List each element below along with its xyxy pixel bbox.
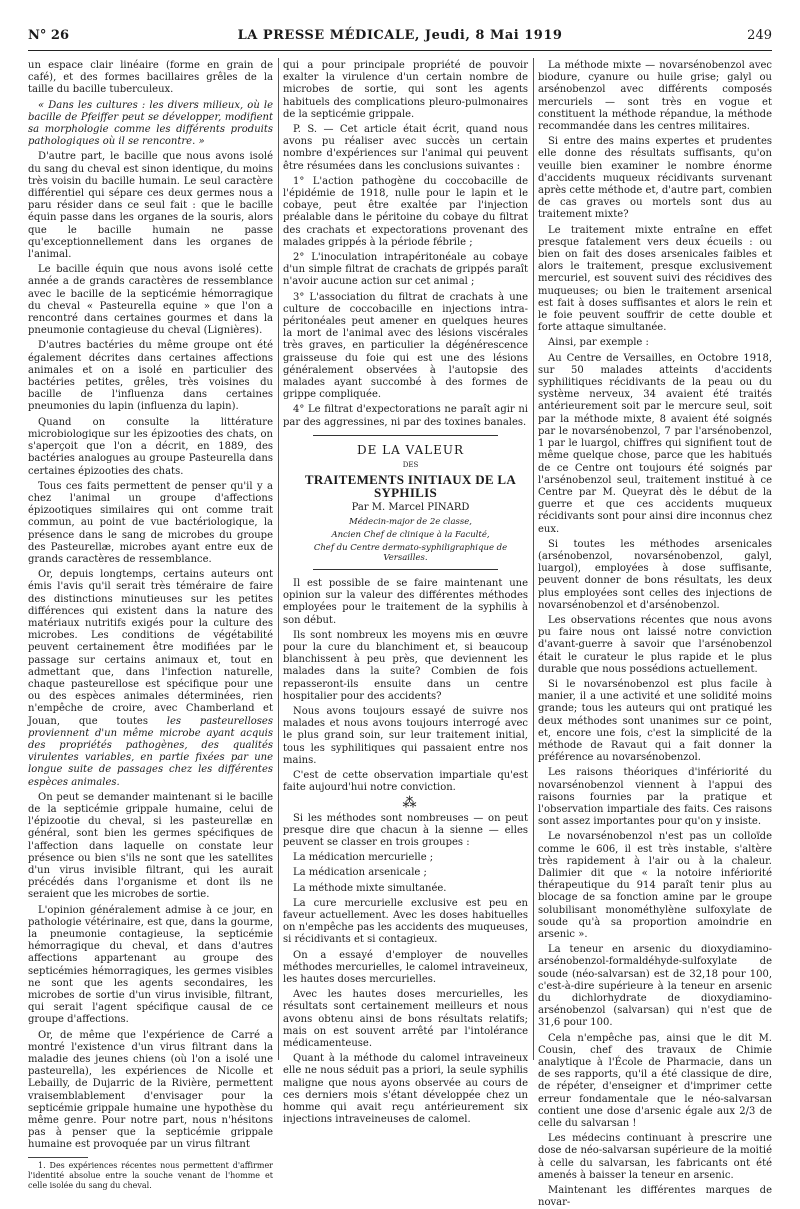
paragraph: Ainsi, par exemple : — [548, 337, 649, 349]
paragraph: La méthode mixte — novarsénobenzol avec biodure, cyanure ou huile grise; galyl ou arsénobenzol avec différents composés mercuriels — sont très en vogue et constituent la méthode répandue, la méthode recommandée dans les centres militaires. — [538, 60, 772, 133]
list-item: La méthode mixte simultanée. — [293, 882, 447, 894]
paragraph: La teneur en arsenic du dioxydiamino-arsénobenzol-formaldéhyde-sulfoxylate de soude (néo-salvarsan) est de 32,18 pour 100, c'est-à-dire supérieure à la teneur en arsenic du dichlorhydrate de dioxydiamino-arsénobenzol (salvarsan) qui n'est que de 31,6 pour 100. — [538, 944, 772, 1029]
column-divider — [533, 58, 534, 1060]
article-kicker: DE LA VALEUR — [356, 442, 465, 457]
paragraph: « Dans les cultures : les divers milieux, où le bacille de Pfeiffer peut se développer, modifient sa morphologie comme les différents produits pathologiques où il se rencontre. » — [28, 99, 273, 148]
paragraph: On a essayé d'employer de nouvelles méthodes mercurielles, le calomel intraveineux, les hautes doses mercurielles. — [283, 949, 528, 985]
paragraph: Si le novarsénobenzol est plus facile à manier, il a une activité et une solidité moins grande; tous les auteurs qui ont pratiqué les deux méthodes sont unanimes sur ce point, et, encore une fois, c'est la simplicité de la méthode de Ravaut qui a fait donner la préférence au novarsénobenzol. — [538, 678, 772, 764]
paragraph: Si les méthodes sont nombreuses — on peut presque dire que chacun à la sienne — elles peuvent se classer en trois groupes : — [283, 812, 528, 848]
paragraph: Tous ces faits permettent de penser qu'il y a chez l'animal un groupe d'affections épizootiques similaires qui ont comme trait commun, au point de vue bactériologique, la présence dans le sang de microbes du groupe des Pasteurellæ, microbes ayant entre eux de grands caractères de ressemblance. — [28, 480, 273, 565]
author-affiliation: Chef du Centre dermato-syphiligraphique de Versailles. — [313, 542, 508, 563]
paragraph: Les raisons théoriques d'infériorité du novarsénobenzol viennent à l'appui des raisons fournies par la pratique et l'observation impartiale des faits. Ces raisons sont assez importantes pour qu'on y insiste. — [538, 767, 772, 828]
paragraph: Quant à la méthode du calomel intraveineux elle ne nous séduit pas a priori, la seule syphilis maligne que nous ayons observée au cours de ces derniers mois s'étant développée chez un homme qui avait reçu antérieurement six injections intraveineuses de calomel. — [283, 1053, 528, 1126]
paragraph: 3° L'association du filtrat de crachats à une culture de coccobacille en injections intra-péritonéales peut amener en quelques heures la mort de l'animal avec des lésions viscérales très graves, en particulier la dégénérescence graisseuse du foie qui est une des lésions généralement observées à l'autopsie des malades ayant succombé à des formes de grippe compliquée. — [283, 291, 528, 401]
paragraph: D'autre part, le bacille que nous avons isolé du sang du cheval est sinon identique, du moins très voisin du bacille humain. Le seul caractère différentiel qui sépare ces deux germes nous a paru résider dans ce seul fait : que le bacille équin passe dans les organes de la souris, alors que le bacille humain ne passe qu'exceptionnellement dans les organes de l'animal. — [28, 151, 273, 261]
column-3 — [538, 60, 772, 1209]
emphasis-run: les pasteurelloses proviennent d'un même microbe ayant acquis des propriétés pathogènes, des qualités virulentes variables, en partie fixées par une longue suite de passages chez les différentes espèces animales. — [28, 715, 273, 788]
paragraph: L'opinion généralement admise à ce jour, en pathologie vétérinaire, est que, dans la gourme, la pneumonie contagieuse, la septicémie hémorragique du cheval, et dans d'autres affections appartenant au groupe des septicémies hémorragiques, les germes visibles ne sont que les agents secondaires, les microbes de sortie d'un virus invisible, filtrant, qui serait l'agent spécifique causal de ce groupe d'affections. — [28, 904, 273, 1026]
column-divider — [278, 58, 279, 1060]
article-connector: DES — [402, 461, 419, 470]
column-2 — [283, 60, 528, 1126]
paragraph: On peut se demander maintenant si le bacille de la septicémie grippale humaine, celui de l'épizootie du cheval, si les pasteurellæ en général, sont bien les germes spécifiques de l'affection dans laquelle on constate leur présence ou bien s'ils ne sont que les satellites d'un virus invisible filtrant, qui les aurait précédés dans l'organisme et dont ils ne seraient que les microbes de sortie. — [28, 791, 273, 901]
paragraph: Nous avons toujours essayé de suivre nos malades et nous avons toujours interrogé avec le plus grand soin, sur leur traitement initial, tous les syphilitiques qui passaient entre nos mains. — [283, 705, 528, 766]
paragraph: 1° L'action pathogène du coccobacille de l'épidémie de 1918, nulle pour le lapin et le cobaye, peut être exaltée par l'injection préalable dans le péritoine du cobaye du filtrat des crachats et expectorations provenant des malades grippés à la période fébrile ; — [283, 175, 528, 248]
paragraph: Il est possible de se faire maintenant une opinion sur la valeur des différentes méthodes employées pour le traitement de la syphilis à son début. — [283, 577, 528, 626]
paragraph: un espace clair linéaire (forme en grain de café), et des formes bacillaires grêles de la taille du bacille tuberculeux. — [28, 60, 273, 96]
author-affiliation: Médecin-major de 2e classe, — [349, 516, 472, 527]
paragraph: Ils sont nombreux les moyens mis en œuvre pour la cure du blanchiment et, si beaucoup blanchissent à peu près, que deviennent les malades dans la suite? Combien de fois repasseront-ils ensuite dans un centre hospitalier pour des accidents? — [283, 629, 528, 702]
column-1 — [28, 60, 273, 1190]
paragraph — [28, 569, 273, 789]
article-author: Par M. Marcel PINARD — [351, 501, 470, 513]
journal-title: LA PRESSE MÉDICALE, Jeudi, 8 Mai 1919 — [237, 28, 563, 43]
article-rule — [313, 435, 498, 436]
paragraph: Quand on consulte la littérature microbiologique sur les épizooties des chats, on s'aperçoit que l'on a décrit, en 1889, des bactéries analogues au groupe Pasteurella dans certaines épizooties des chats. — [28, 416, 273, 477]
paragraph: Le traitement mixte entraîne en effet presque fatalement vers deux écueils : ou bien on fait des doses arsenicales faibles et alors le traitement, presque exclusivement mercuriel, est souvent suivi des récidives des muqueuses; ou bien le traitement arsenical est fait à doses suffisantes et alors le rein et le foie peuvent souffrir de cette double et forte attaque simultanée. — [538, 224, 772, 334]
paragraph: Cela n'empêche pas, ainsi que le dit M. Cousin, chef des travaux de Chimie analytique à l'École de Pharmacie, dans un de ses rapports, qu'il a été classique de dire, de répéter, d'enseigner et d'imprimer cette erreur fondamentale que le néo-salvarsan contient une dose d'arsenic égale aux 2/3 de celle du salvarsan ! — [538, 1032, 772, 1130]
text-run: Or, depuis longtemps, certains auteurs ont émis l'avis qu'il serait très téméraire de faire des distinctions minutieuses sur les petites différences qui existent dans la nature des matériaux nutritifs exigés pour la culture des microbes. Les conditions de végétabilité peuvent certainement être modifiées par le passage sur certains animaux et, tout en admettant que, dans l'infection naturelle, chaque pasteurellose est spécifique pour une ou des espèces animales déterminées, rien n'empêche de croire, avec Chamberland et Jouan, que toutes — [28, 569, 273, 727]
issue-number: N° 26 — [28, 28, 69, 43]
paragraph: Le bacille équin que nous avons isolé cette année a de grands caractères de ressemblance avec le bacille de la septicémie hémorragique du cheval « Pasteurella equine » que l'on a rencontré dans certaines gourmes et dans la pneumonie contagieuse du cheval (Lignières). — [28, 264, 273, 337]
paragraph: qui a pour principale propriété de pouvoir exalter la virulence d'un certain nombre de microbes de sortie, qui sont les agents habituels des complications pleuro-pulmonaires de la septicémie grippale. — [283, 60, 528, 120]
paragraph: D'autres bactéries du même groupe ont été également décrites dans certaines affections animales et on a isolé en particulier des bactéries petites, grêles, très voisines du bacille de l'influenza dans certaines pneumonies du lapin (influenza du lapin). — [28, 340, 273, 413]
paragraph: Les médecins continuant à prescrire une dose de néo-salvarsan supérieure de la moitié à celle du salvarsan, les fabricants ont été amenés à baisser la teneur en arsenic. — [538, 1133, 772, 1181]
paragraph: Au Centre de Versailles, en Octobre 1918, sur 50 malades atteints d'accidents syphilitiques récidivants de la peau ou du système nerveux, 34 avaient été traités antérieurement soit par le mercure seul, soit par la méthode mixte, 8 avaient été soignés par le novarsénobenzol, 7 par l'arsénobenzol, 1 par le luargol, chiffres qui signifient tout de même quelque chose, parce que les habitués de ce Centre ont toujours été soignés par l'arsénobenzol seul, traitement institué à ce Centre par M. Queyrat dès le début de la guerre et que ces accidents muqueux récidivants sont pour ainsi dire inconnus chez eux. — [538, 352, 772, 535]
paragraph: 4° Le filtrat d'expectorations ne paraît agir ni par des aggressines, ni par des toxines banales. — [283, 404, 528, 428]
paragraph: 2° L'inoculation intrapéritonéale au cobaye d'un simple filtrat de crachats de grippés paraît n'avoir aucune action sur cet animal ; — [283, 252, 528, 288]
paragraph: Or, de même que l'expérience de Carré a montré l'existence d'un virus filtrant dans la maladie des jeunes chiens (où l'on a isolé une pasteurella), les expériences de Nicolle et Lebailly, de Dujarric de la Rivière, permettent vraisemblablement d'envisager pour la septicémie grippale humaine une hypothèse du même genre. Pour notre part, nous n'hésitons pas à penser que la septicémie grippale humaine est provoquée par un virus filtrant — [28, 1029, 273, 1151]
article-title: TRAITEMENTS INITIAUX DE LA SYPHILIS — [304, 472, 517, 500]
list-item: La médication arsenicale ; — [293, 867, 427, 879]
footnote-rule — [28, 1157, 88, 1158]
page-header — [28, 26, 772, 51]
paragraph: Maintenant les différentes marques de novar- — [538, 1185, 772, 1209]
paragraph: C'est de cette observation impartiale qu'est faite aujourd'hui notre conviction. — [283, 769, 528, 794]
paragraph: Avec les hautes doses mercurielles, les résultats sont certainement meilleurs et nous avons obtenu ainsi de bons résultats relatifs; mais on est souvent arrêté par l'intolérance médicamenteuse. — [283, 989, 528, 1050]
paragraph: P. S. — Cet article était écrit, quand nous avons pu réaliser avec succès un certain nombre d'expériences sur l'animal qui peuvent être résumées dans les conclusions suivantes : — [283, 124, 528, 172]
paragraph: Si toutes les méthodes arsenicales (arsénobenzol, novarsénobenzol, galyl, luargol), employées à dose suffisante, peuvent donner de bons résultats, les deux plus employées sont celles des injections de novarsénobenzol et d'arsénobenzol. — [538, 538, 772, 611]
page-number: 249 — [747, 28, 772, 43]
paragraph: Si entre des mains expertes et prudentes elle donne des résultats suffisants, qu'on veuille bien examiner le nombre énorme d'accidents muqueux récidivants survenant après cette méthode et, d'autre part, combien de cas graves ou mortels sont dus au traitement mixte? — [538, 136, 772, 221]
author-affiliation: Ancien Chef de clinique à la Faculté, — [331, 529, 490, 540]
paragraph: Le novarsénobenzol n'est pas un colloïde comme le 606, il est très instable, s'altère très rapidement à l'air ou à la chaleur. Dalimier dit que « la notoire infériorité thérapeutique du 914 paraît tenir plus au blocage de sa fonction amine par le groupe solubilisant monométhylène sulfoxylate de soude qu'à sa proportion amoindrie en arsenic ». — [538, 831, 772, 941]
footnote: 1. Des expériences récentes nous permettent d'affirmer l'identité absolue entre la souche venant de l'homme et celle isolée du sang du cheval. — [28, 1160, 273, 1190]
list-item: La médication mercurielle ; — [293, 852, 434, 864]
paragraph: Les observations récentes que nous avons pu faire nous ont laissé notre conviction d'avant-guerre à savoir que l'arsénobenzol était le curateur le plus rapide et le plus durable que nous possédions actuellement. — [538, 614, 772, 675]
section-separator: ⁂ — [402, 795, 419, 812]
paragraph: La cure mercurielle exclusive est peu en faveur actuellement. Avec les doses habituelles on n'empêche pas les accidents des muqueuses, si récidivants et si contagieux. — [283, 897, 528, 946]
article-rule — [313, 569, 498, 570]
